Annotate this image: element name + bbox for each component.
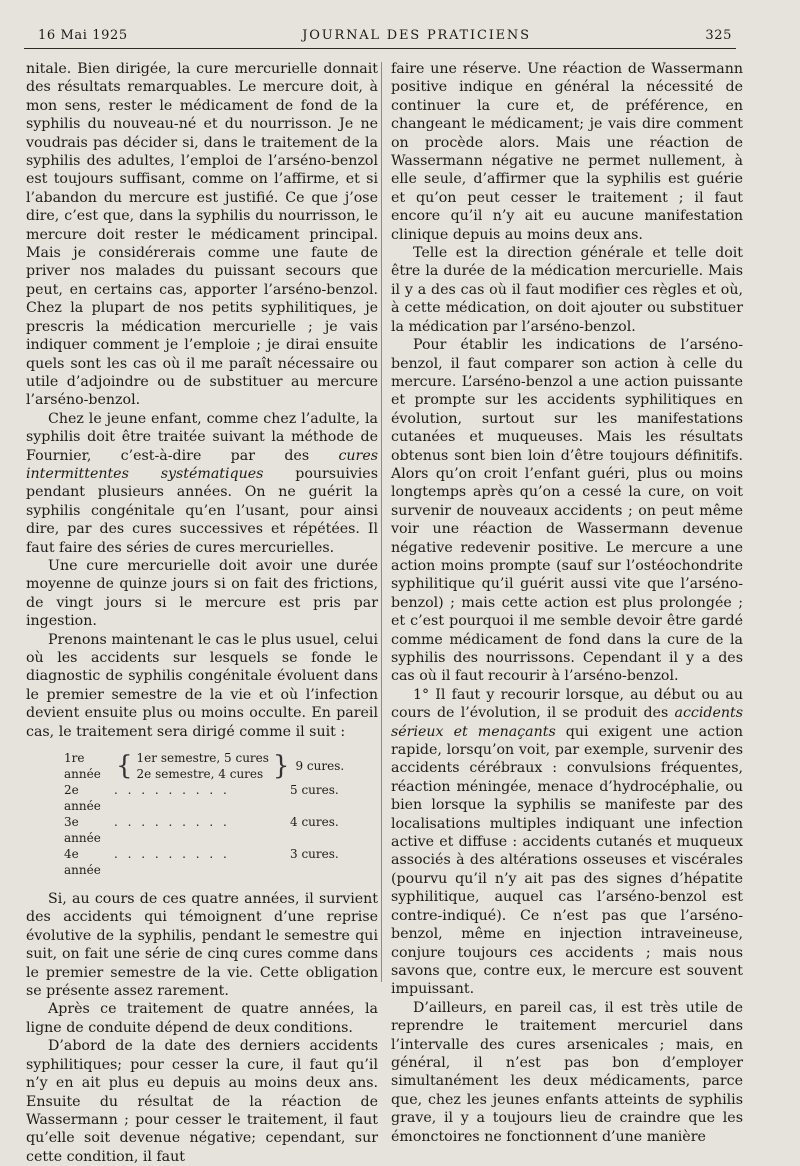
schedule-first-year <box>64 750 378 782</box>
schedule-semester: 1er semestre, 5 cures <box>136 751 269 766</box>
paragraph: Pour établir les indications de l’arséno-benzol, il faut comparer son action à celle du mercure. L’arséno-benzol a une action puissante et prompte sur les accidents syphilitiques en évolution, surtout sur les manifestations cutanées et muqueuses. Mais les résultats obtenus sont bien loin d’être toujours définitifs. Alors qu’on croit l’enfant guéri, plus ou moins longtemps après qu’on a cessé la cure, on voit survenir de nouveaux accidents ; on peut même voir une réaction de Wassermann devenue négative redevenir positive. Le mercure a une action moins prompte (sauf sur l’ostéochondrite syphilitique qu’il guérit aussi vite que l’arséno-benzol) ; mais cette action est plus prolongée ; et c’est pourquoi il me semble devoir être gardé comme médicament de fond dans la cure de la syphilis des nourrissons. Cependant il y a des cas où il faut recourir à l’arséno-benzol. <box>391 337 743 685</box>
schedule-semesters <box>133 750 273 782</box>
paragraph: Telle est la direction générale et telle doit être la durée de la médication mercurielle. Mais il y a des cas où il faut modifier ces règles et où, à cette médication, on doit ajouter ou substituer la médication par l’arséno-benzol. <box>391 245 743 335</box>
page-number: 325 <box>705 27 732 43</box>
schedule-value: 3 cures. <box>290 847 339 862</box>
emphasis: accidents sérieux et menaçants <box>391 705 743 740</box>
schedule-year-label: 2e année <box>64 783 101 814</box>
journal-title: JOURNAL DES PRATICIENS <box>302 27 531 43</box>
schedule-row <box>64 814 378 846</box>
column-divider <box>381 62 382 982</box>
schedule-value: 4 cures. <box>290 815 339 830</box>
right-column <box>391 60 743 1146</box>
paragraph: 1° Il faut y recourir lorsque, au début ou au cours de l’évolution, il se produit des accidents sérieux et menaçants qui exigent une action rapide, lorsqu’on voit, par exemple, survenir des accidents cérébraux : convulsions fréquentes, réaction méningée, menace d’hydrocéphalie, ou bien lorsque la syphilis se manifeste par des localisations multiples indiquant une infection active et diffuse : accidents cutanés et muqueux associés à des altérations osseuses et viscérales (pourvu qu’il n’y ait pas des signes d’hépatite syphilitique, auquel cas l’arséno-benzol est contre-indiqué). Ce n’est pas que l’arséno-benzol, même en injection intraveineuse, conjure toujours ces accidents ; mais nous savons que, contre eux, le mercure est souvent impuissant. <box>391 686 743 998</box>
paragraph: Si, au cours de ces quatre années, il survient des accidents qui témoignent d’une reprise évolutive de la syphilis, pendant le semestre qui suit, on fait une série de cinq cures comme dans le premier semestre de la vie. Cette obligation se présente assez rarement. <box>26 891 378 1000</box>
paragraph: Après ce traitement de quatre années, la ligne de conduite dépend de deux conditions. <box>26 1001 378 1036</box>
paragraph: D’ailleurs, en pareil cas, il est très utile de reprendre le traitement mercuriel dans l’intervalle des cures arsenicales ; mais, en général, il n’est pas bon d’employer simultanément les deux médicaments, parce que, chez les jeunes enfants atteints de syphilis grave, il y a toujours lieu de craindre que les émonctoires ne fonctionnent d’une manière <box>391 999 743 1145</box>
leader-dots: . . . . . . . . . <box>114 815 230 830</box>
schedule-year-label: 3e année <box>64 815 101 846</box>
paragraph: Chez le jeune enfant, comme chez l’adulte, la syphilis doit être traitée suivant la méthode de Fournier, c’est-à-dire par des cures intermittentes systématiques poursuivies pendant plusieurs années. On ne guérit la syphilis congénitale qu’en l’usant, pour ainsi dire, par des cures successives et répétées. Il faut faire des séries de cures mercurielles. <box>26 410 378 556</box>
treatment-schedule <box>64 750 378 878</box>
running-header <box>38 24 732 46</box>
paragraph: nitale. Bien dirigée, la cure mercurielle donnait des résultats remarquables. Le mercure doit, à mon sens, rester le médicament de fond de la syphilis du nouveau-né et du nourrisson. Je ne voudrais pas décider si, dans le traitement de la syphilis des adultes, l’emploi de l’arséno-benzol est toujours suffisant, comme on l’affirme, et si l’abandon du mercure est justifié. Ce que j’ose dire, c’est que, dans la syphilis du nourrisson, le mercure doit rester le médicament principal. Mais je considérerais comme une faute de priver nos malades du puissant secours que peut, en certains cas, apporter l’arséno-benzol. Chez la plupart de nos petits syphilitiques, je prescris la médication mercurielle ; je vais indiquer comment je l’emploie ; je dirai ensuite quels sont les cas où il me paraît nécessaire ou utile d’adjoindre ou de substituer au mercure l’arséno-benzol. <box>26 61 378 409</box>
leader-dots: . . . . . . . . . <box>114 847 230 862</box>
paragraph: Une cure mercurielle doit avoir une durée moyenne de quinze jours si on fait des frictions, de vingt jours si le mercure est pris par ingestion. <box>26 557 378 630</box>
schedule-year-total: 9 cures. <box>295 759 345 774</box>
schedule-year-label: 1re année <box>64 751 101 782</box>
leader-dots: . . . . . . . . . <box>114 783 230 798</box>
paragraph: faire une réserve. Une réaction de Wassermann positive indique en général la nécessité de continuer la cure et, de préférence, en changeant le médicament; je vais dire comment on procède alors. Mais une réaction de Wassermann négative ne permet nullement, à elle seule, d’affirmer que la syphilis est guérie et qu’on peut cesser le traitement ; il faut encore qu’il n’y ait eu aucune manifestation clinique depuis au moins deux ans. <box>391 61 743 243</box>
schedule-year-label: 4e année <box>64 847 101 878</box>
schedule-row <box>64 846 378 878</box>
header-rule <box>24 48 736 49</box>
brace-right: } <box>272 751 290 782</box>
emphasis: cures intermittentes systématiques <box>26 447 378 482</box>
issue-date: 16 Mai 1925 <box>38 27 128 43</box>
schedule-row <box>64 782 378 814</box>
schedule-semester: 2e semestre, 4 cures <box>136 767 264 782</box>
paragraph: D’abord de la date des derniers accidents syphilitiques; pour cesser la cure, il faut qu’il n’y en ait plus eu depuis au moins deux ans. Ensuite du résultat de la réaction de Wassermann ; pour cesser le traitement, il faut qu’elle soit devenue négative; cependant, sur cette condition, il faut <box>26 1038 378 1165</box>
paragraph: Prenons maintenant le cas le plus usuel, celui où les accidents sur lesquels se fonde le diagnostic de syphilis congénitale évoluent dans le premier semestre de la vie et où l’infection devient ensuite plus ou moins occulte. En pareil cas, le traitement sera dirigé comme il suit : <box>26 631 378 740</box>
schedule-value: 5 cures. <box>290 783 339 798</box>
left-column <box>26 60 378 1166</box>
brace-left: { <box>116 751 133 782</box>
